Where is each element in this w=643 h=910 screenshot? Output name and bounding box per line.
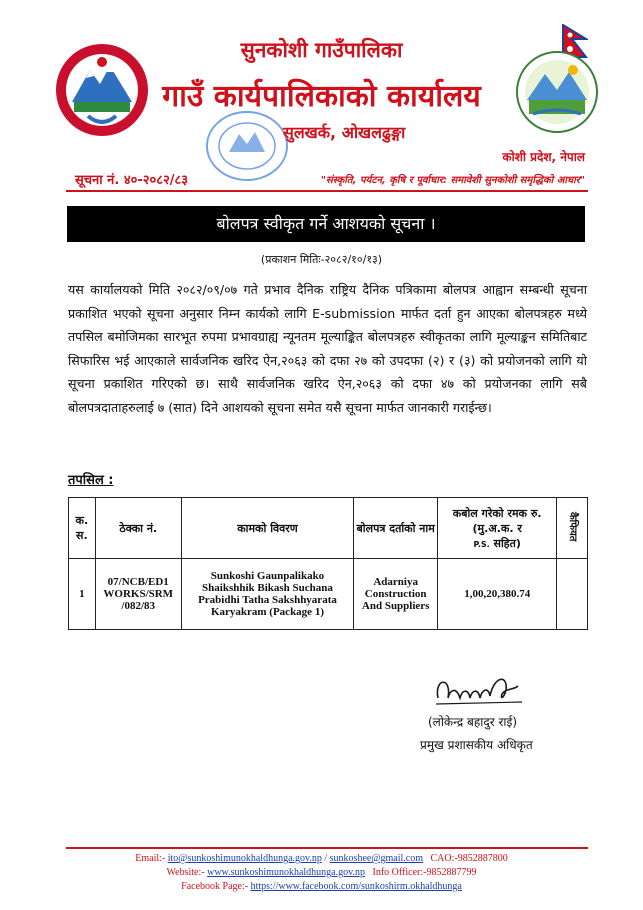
footer-divider [66, 847, 588, 849]
notice-body: यस कार्यालयको मिति २०८२/०९/०७ गते प्रभाव दैनिक राष्ट्रिय दैनिक पत्रिकामा बोलपत्र आह्वान सम्बन्धी सूचना प्रकाशित भएको सूचना अनुसार निम्न कार्यको लागि E-submission मार्फत दर्ता हुन आएका बोलपत्रहरु मध्ये तपसिल बमोजिमका सारभूत रुपमा प्रभावग्राह्य न्यूनतम मूल्याङ्कित बोलपत्रहरु स्वीकृतका लागि मूल्याङ्कन समितिबाट सिफारिस भई आएकाले सार्वजनिक खरिद ऐन,२०६३ को दफा २७ को उपदफा (२) र (३) को प्रयोजनको लागि यो सूचना प्रकाशित गरिएको छ। साथै सार्वजनिक खरिद ऐन,२०६३ को दफा ४७ को प्रयोजनका लागि सबै बोलपत्रदाताहरुलाई ७ (सात) दिने आशयको सूचना समेत यसै सूचना मार्फत जानकारी गराईन्छ। [68, 282, 587, 415]
table-row [69, 559, 588, 630]
header-amount-ps: P.S. [473, 539, 490, 549]
header-sn: क. स. [69, 498, 96, 559]
footer-facebook-label: Facebook Page:- [181, 881, 249, 892]
cell-description: Sunkoshi Gaunpalikako Shaikshhik Bikash Suchana Prabidhi Tatha Sakshhyarata Karyakram (Package 1) [181, 559, 353, 630]
slogan: "संस्कृति, पर्यटन, कृषि र पूर्वाधार: समावेशी सुनकोशी समृद्धिको आधार" [320, 175, 585, 186]
footer-info-phone: Info Officer:-9852887799 [372, 867, 477, 878]
header-remarks-label: कैफियत [567, 511, 579, 542]
notice-title: बोलपत्र स्वीकृत गर्ने आशयको सूचना । [67, 206, 585, 242]
footer-facebook-link[interactable]: https://www.facebook.com/sunkoshirm.okhaldhunga [250, 881, 462, 892]
footer-email-separator: / [324, 853, 328, 864]
cell-contract-no: 07/NCB/ED1 WORKS/SRM /082/83 [95, 559, 181, 630]
header-amount [438, 498, 557, 559]
footer-facebook-line [0, 881, 643, 892]
cell-bidder: Adarniya Construction And Suppliers [354, 559, 438, 630]
signature-image [430, 668, 540, 710]
publish-date: (प्रकाशन मितिः-२०८२/१०/१३) [260, 253, 383, 266]
header-remarks [557, 498, 588, 559]
cell-amount: 1,00,20,380.74 [438, 559, 557, 630]
table-header-row [69, 498, 588, 559]
footer-cao-phone: CAO:-9852887800 [430, 853, 508, 864]
municipality-name: सुनकोशी गाउँपालिका [240, 38, 403, 62]
office-address: सुलखर्क, ओखलढुङ्गा [283, 123, 406, 142]
header-bidder: बोलपत्र दर्ताको नाम [354, 498, 438, 559]
signatory-name: (लोकेन्द्र बहादुर राई) [428, 715, 518, 729]
office-name: गाउँ कार्यपालिकाको कार्यालय [162, 79, 481, 114]
office-stamp [205, 110, 289, 182]
header-contract-no: ठेक्का नं. [95, 498, 181, 559]
header-amount-main: कबोल गरेको रमक रु. (मु.अ.क. र [452, 506, 542, 535]
footer-website-line [0, 867, 643, 878]
header-divider [66, 190, 588, 192]
header-amount-inclusive: सहित) [493, 536, 521, 550]
footer-email-link-1[interactable]: ito@sunkoshimunokhaldhunga.gov.np [167, 853, 322, 864]
province-name: कोशी प्रदेश, नेपाल [502, 150, 585, 164]
cell-remarks [557, 559, 588, 630]
footer-website-link[interactable]: www.sunkoshimunokhaldhunga.gov.np [207, 867, 365, 878]
details-heading: तपसिल : [68, 473, 114, 488]
notice-number: सूचना नं. ४०-२०८२/८३ [75, 173, 189, 188]
signatory-title: प्रमुख प्रशासकीय अधिकृत [420, 738, 533, 752]
footer-email-link-2[interactable]: sunkoshee@gmail.com [329, 853, 424, 864]
cell-sn: 1 [69, 559, 96, 630]
footer-email-line [0, 853, 643, 864]
footer-website-label: Website:- [166, 867, 205, 878]
tender-table [68, 497, 588, 630]
header-description: कामको विवरण [181, 498, 353, 559]
footer-email-label: Email:- [135, 853, 166, 864]
